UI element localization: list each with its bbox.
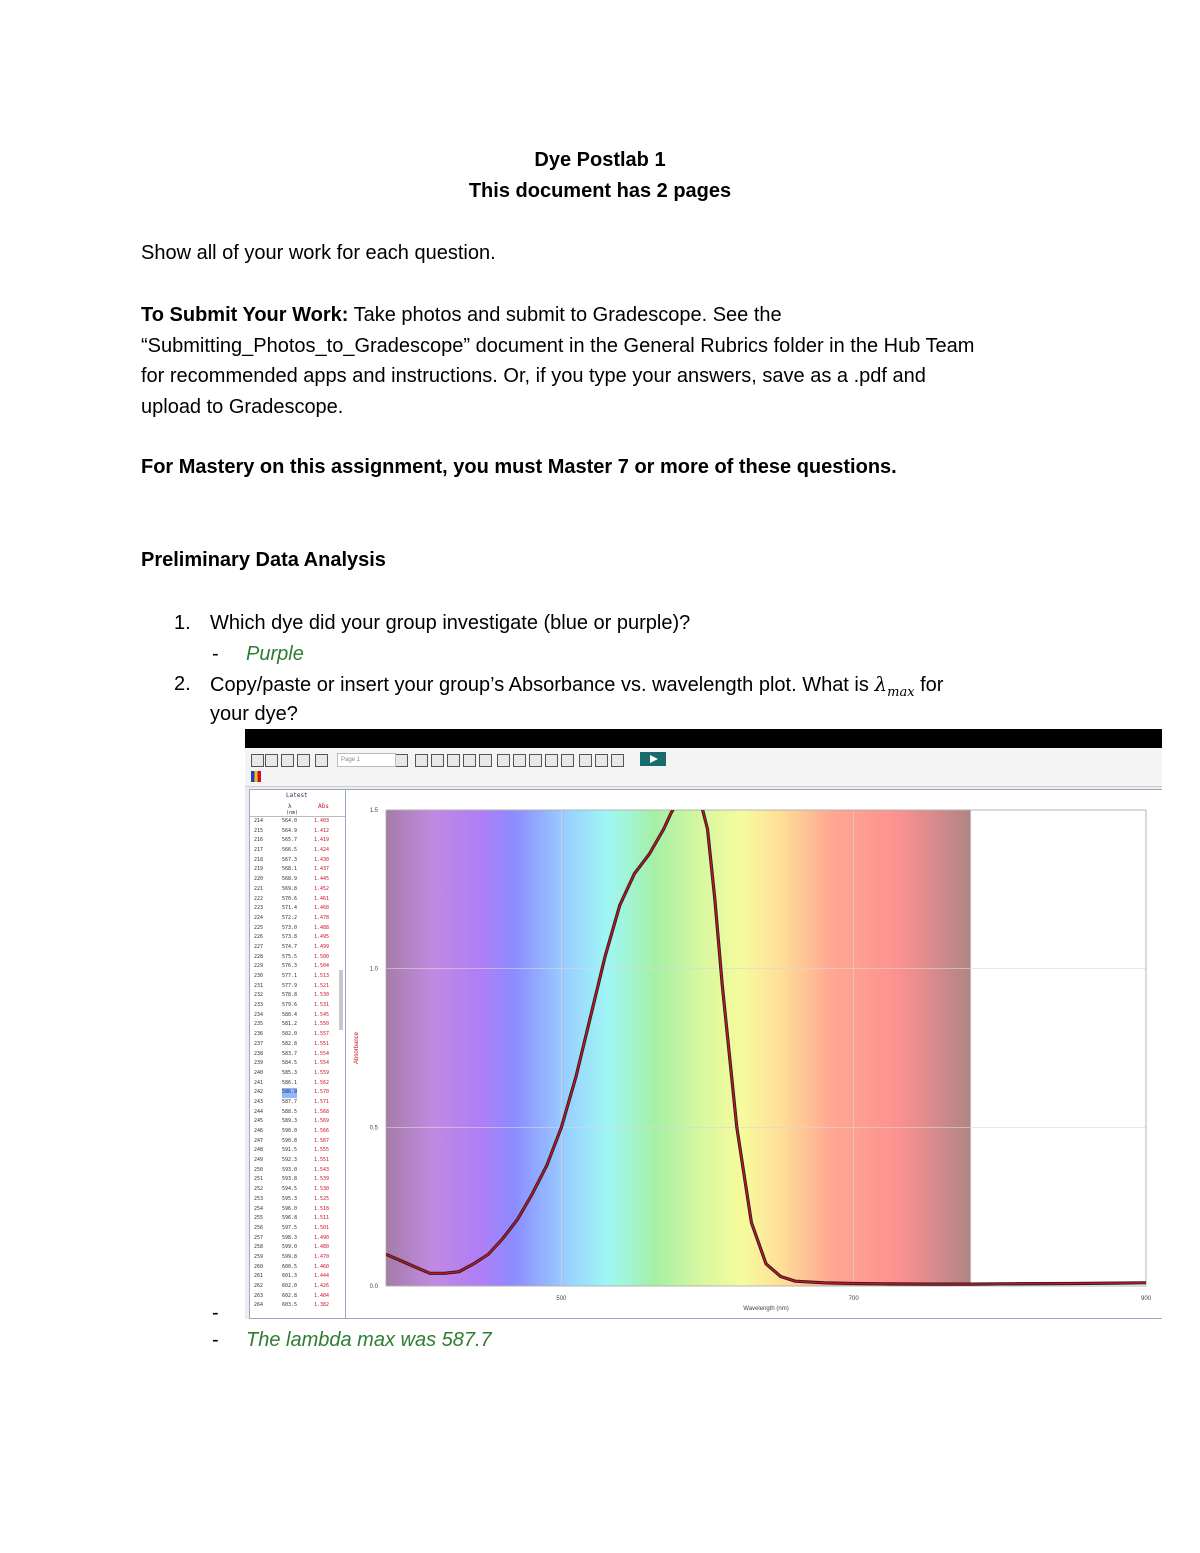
table-row[interactable]: [250, 1166, 346, 1176]
wavelength-cell: 583.7: [282, 1050, 298, 1057]
table-row[interactable]: [250, 914, 346, 924]
y-tick-label: 0.0: [369, 1284, 378, 1290]
table-row[interactable]: [250, 1272, 346, 1282]
wavelength-cell: 593.0: [282, 1166, 298, 1173]
table-row[interactable]: [250, 895, 346, 905]
absorbance-cell: 1.568: [314, 1108, 330, 1115]
table-row[interactable]: [250, 924, 346, 934]
column-unit: (nm): [286, 810, 299, 816]
table-row[interactable]: [250, 1088, 346, 1098]
question-2-text-post: for: [914, 674, 944, 696]
absorbance-cell: 1.569: [314, 1118, 330, 1125]
table-row[interactable]: [250, 904, 346, 914]
table-row[interactable]: [250, 953, 346, 963]
table-row[interactable]: [250, 885, 346, 895]
table-row[interactable]: [250, 1030, 346, 1040]
absorbance-cell: 1.490: [314, 1234, 330, 1241]
table-row[interactable]: [250, 1117, 346, 1127]
row-number: 238: [254, 1050, 264, 1057]
window-title-bar: [245, 729, 1162, 748]
wavelength-cell: 589.3: [282, 1118, 298, 1125]
row-number: 248: [254, 1147, 264, 1154]
print-icon[interactable]: [297, 754, 310, 767]
zoom-out-icon[interactable]: [479, 754, 492, 767]
wavelength-cell: 597.5: [282, 1224, 298, 1231]
wavelength-cell: 579.6: [282, 1002, 298, 1009]
document-title: Dye Postlab 1: [534, 149, 666, 171]
wavelength-cell: 594.5: [282, 1186, 298, 1193]
table-row[interactable]: [250, 1292, 346, 1302]
question-1-number: 1.: [174, 612, 191, 634]
absorbance-cell: 1.543: [314, 1166, 330, 1173]
table-row[interactable]: [250, 1224, 346, 1234]
wavelength-cell: 577.1: [282, 973, 298, 979]
new-file-icon[interactable]: [251, 754, 264, 767]
row-number: 228: [254, 953, 264, 960]
answer-1-dash: -: [212, 643, 219, 665]
forward-arrow-icon[interactable]: [395, 754, 408, 767]
stats-icon[interactable]: [579, 754, 592, 767]
row-number: 240: [254, 1069, 264, 1076]
submit-line-1: Take photos and submit to Gradescope. See the: [348, 304, 782, 326]
absorbance-cell: 1.426: [314, 1283, 330, 1289]
submit-instructions: [141, 300, 1061, 422]
absorbance-cell: 1.480: [314, 1244, 330, 1251]
row-number: 256: [254, 1224, 264, 1231]
wavelength-cell: 599.0: [282, 1244, 298, 1251]
absorbance-cell: 1.554: [314, 1060, 330, 1067]
row-number: 242: [254, 1089, 264, 1096]
absorbance-cell: 1.557: [314, 1031, 330, 1038]
open-folder-icon[interactable]: [265, 754, 278, 767]
absorbance-cell: 1.550: [314, 1021, 330, 1028]
wavelength-cell: 573.8: [282, 934, 298, 941]
row-number: 220: [254, 876, 264, 883]
absorbance-cell: 1.559: [314, 1069, 330, 1076]
wavelength-cell: 586.9: [282, 1088, 297, 1098]
collect-button[interactable]: [640, 752, 666, 766]
wavelength-cell: 570.6: [282, 895, 298, 902]
row-number: 261: [254, 1273, 264, 1280]
row-number: 263: [254, 1292, 264, 1299]
row-number: 251: [254, 1176, 264, 1183]
absorbance-cell: 1.504: [314, 963, 330, 970]
table-row[interactable]: [250, 1137, 346, 1147]
absorbance-cell: 1.530: [314, 1186, 330, 1193]
table-title: Latest: [286, 792, 308, 799]
table-row[interactable]: [250, 982, 346, 992]
table-row[interactable]: [250, 875, 346, 885]
table-row[interactable]: [250, 933, 346, 943]
wavelength-cell: 572.2: [282, 914, 298, 921]
row-number: 222: [254, 895, 264, 902]
wavelength-cell: 574.7: [282, 943, 298, 950]
absorbance-cell: 1.539: [314, 1176, 330, 1183]
row-number: 260: [254, 1263, 264, 1270]
x-tick-label: 500: [556, 1296, 567, 1302]
table-body: [250, 817, 346, 1311]
row-number: 239: [254, 1060, 264, 1067]
mastery-note: For Mastery on this assignment, you must Master 7 or more of these questions.: [141, 456, 897, 478]
wavelength-cell: 602.0: [282, 1283, 298, 1289]
row-number: 249: [254, 1157, 264, 1164]
wavelength-cell: 567.3: [282, 856, 298, 863]
interpolate-icon[interactable]: [529, 754, 542, 767]
wavelength-cell: 588.5: [282, 1108, 298, 1115]
table-row[interactable]: [250, 1263, 346, 1273]
row-number: 223: [254, 905, 264, 912]
row-number: 254: [254, 1205, 264, 1212]
row-number: 252: [254, 1186, 264, 1193]
wavelength-cell: 602.8: [282, 1292, 298, 1299]
row-number: 236: [254, 1031, 264, 1038]
absorbance-cell: 1.567: [314, 1137, 330, 1144]
row-number: 241: [254, 1079, 264, 1086]
wavelength-cell: 598.3: [282, 1234, 298, 1241]
table-row[interactable]: [250, 1040, 346, 1050]
intro-text: Show all of your work for each question.: [141, 242, 496, 264]
spectrum-icon[interactable]: [611, 754, 624, 767]
absorbance-cell: 1.551: [314, 1157, 330, 1164]
absorbance-cell: 1.468: [314, 905, 330, 912]
wavelength-cell: 568.9: [282, 876, 298, 883]
absorbance-cell: 1.403: [314, 818, 330, 824]
document-subtitle: This document has 2 pages: [468, 180, 732, 202]
wavelength-cell: 586.1: [282, 1079, 298, 1086]
linear-fit-icon[interactable]: [545, 754, 558, 767]
table-row[interactable]: [250, 1282, 346, 1292]
table-row[interactable]: [250, 1001, 346, 1011]
absorbance-cell: 1.518: [314, 1205, 330, 1212]
table-row[interactable]: [250, 1234, 346, 1244]
submit-line-2: “Submitting_Photos_to_Gradescope” document in the General Rubrics folder in the Hub Team: [141, 334, 975, 357]
wavelength-cell: 581.2: [282, 1021, 298, 1028]
submit-line-4: upload to Gradescope.: [141, 395, 344, 418]
absorbance-cell: 1.571: [314, 1098, 330, 1105]
row-number: 250: [254, 1166, 264, 1173]
answer-2-dash: -: [212, 1329, 219, 1351]
y-tick-label: 1.0: [369, 966, 378, 973]
absorbance-cell: 1.382: [314, 1302, 330, 1309]
row-number: 237: [254, 1040, 264, 1047]
question-2-text-pre: Copy/paste or insert your group’s Absorbance vs. wavelength plot. What is: [210, 674, 875, 696]
wavelength-cell: 599.8: [282, 1253, 298, 1260]
lambda-symbol: λ: [874, 672, 888, 696]
lab-notebook-icon[interactable]: [431, 754, 444, 767]
table-row[interactable]: [250, 865, 346, 875]
table-row[interactable]: [250, 1175, 346, 1185]
table-row[interactable]: [250, 1069, 346, 1079]
column-header-absorbance: Abs: [318, 803, 329, 810]
lambda-subscript: max: [887, 685, 915, 700]
row-number: 246: [254, 1128, 264, 1134]
zoom-in-icon[interactable]: [463, 754, 476, 767]
row-number: 264: [254, 1302, 264, 1309]
wavelength-cell: 593.8: [282, 1176, 298, 1183]
table-row[interactable]: [250, 1098, 346, 1108]
row-number: 216: [254, 837, 264, 844]
section-heading: Preliminary Data Analysis: [141, 549, 386, 571]
table-row[interactable]: [250, 1205, 346, 1215]
table-header: [250, 790, 346, 817]
absorbance-cell: 1.570: [314, 1089, 330, 1096]
table-row[interactable]: [250, 827, 346, 837]
answer-2-text: The lambda max was 587.7: [246, 1329, 492, 1351]
absorbance-graph: [345, 789, 1162, 1319]
table-row[interactable]: [250, 1253, 346, 1263]
wavelength-cell: 582.8: [282, 1040, 298, 1047]
row-number: 221: [254, 885, 264, 892]
table-row[interactable]: [250, 991, 346, 1001]
wavelength-cell: 600.5: [282, 1263, 298, 1270]
absorbance-cell: 1.531: [314, 1002, 330, 1009]
absorbance-cell: 1.488: [314, 924, 330, 931]
absorbance-cell: 1.555: [314, 1147, 330, 1154]
toolbar: [245, 748, 1162, 787]
save-icon[interactable]: [281, 754, 294, 767]
wavelength-cell: 585.3: [282, 1069, 298, 1076]
answer-2-blank-dash: -: [212, 1302, 219, 1324]
wavelength-cell: 564.0: [282, 818, 298, 824]
absorbance-cell: 1.461: [314, 895, 330, 902]
flag-icon: [251, 771, 261, 782]
wavelength-cell: 569.8: [282, 885, 298, 892]
data-browser-icon[interactable]: [415, 754, 428, 767]
x-tick-label: 900: [1140, 1296, 1152, 1302]
absorbance-cell: 1.501: [314, 1224, 330, 1231]
table-row[interactable]: [250, 1059, 346, 1069]
text-icon[interactable]: [447, 754, 460, 767]
row-number: 243: [254, 1098, 264, 1105]
absorbance-cell: 1.404: [314, 1292, 330, 1299]
integral-icon[interactable]: [595, 754, 608, 767]
table-row[interactable]: [250, 962, 346, 972]
submit-label: To Submit Your Work:: [141, 304, 349, 326]
table-row[interactable]: [250, 1301, 346, 1311]
row-number: 226: [254, 934, 264, 941]
row-number: 258: [254, 1244, 264, 1251]
row-number: 214: [254, 818, 264, 824]
absorbance-cell: 1.470: [314, 1253, 330, 1260]
wavelength-cell: 577.9: [282, 982, 298, 989]
submit-line-3: for recommended apps and instructions. Or, if you type your answers, save as a .pdf and: [141, 365, 926, 387]
question-2-line-2: your dye?: [210, 703, 298, 725]
logger-pro-screenshot: [245, 729, 1162, 1319]
wavelength-cell: 596.8: [282, 1215, 298, 1222]
row-number: 231: [254, 982, 264, 989]
table-row[interactable]: [250, 943, 346, 953]
row-number: 215: [254, 827, 264, 834]
table-row[interactable]: [250, 836, 346, 846]
row-number: 229: [254, 963, 264, 970]
absorbance-cell: 1.499: [314, 943, 330, 950]
row-number: 255: [254, 1215, 264, 1222]
answer-1-text: Purple: [246, 643, 304, 665]
row-number: 244: [254, 1108, 264, 1115]
x-axis-label: Wavelength (nm): [743, 1306, 789, 1312]
y-axis-label: Absorbance: [354, 1031, 360, 1065]
absorbance-cell: 1.554: [314, 1050, 330, 1057]
row-number: 227: [254, 943, 264, 950]
absorbance-cell: 1.444: [314, 1273, 330, 1280]
row-number: 225: [254, 924, 264, 931]
table-row[interactable]: [250, 1146, 346, 1156]
row-number: 257: [254, 1234, 264, 1241]
chart-svg: [346, 790, 1162, 1318]
absorbance-cell: 1.478: [314, 914, 330, 921]
table-row[interactable]: [250, 846, 346, 856]
row-number: 233: [254, 1002, 264, 1009]
data-table: [249, 789, 347, 1319]
absorbance-cell: 1.495: [314, 934, 330, 941]
table-row[interactable]: [250, 1020, 346, 1030]
row-number: 224: [254, 914, 264, 921]
row-number: 230: [254, 973, 264, 979]
wavelength-cell: 592.3: [282, 1157, 298, 1164]
absorbance-cell: 1.445: [314, 876, 330, 883]
question-1-text: Which dye did your group investigate (blue or purple)?: [210, 612, 691, 634]
wavelength-cell: 573.0: [282, 924, 298, 931]
wavelength-cell: 591.5: [282, 1147, 298, 1154]
y-tick-label: 0.5: [369, 1125, 378, 1132]
table-row[interactable]: [250, 1127, 346, 1137]
examine-icon[interactable]: [497, 754, 510, 767]
wavelength-cell: 601.3: [282, 1273, 298, 1280]
table-row[interactable]: [250, 1050, 346, 1060]
wavelength-cell: 564.9: [282, 827, 298, 834]
table-row[interactable]: [250, 1195, 346, 1205]
tangent-icon[interactable]: [513, 754, 526, 767]
wavelength-cell: 596.0: [282, 1205, 298, 1212]
row-number: 217: [254, 847, 264, 854]
absorbance-cell: 1.452: [314, 885, 330, 892]
absorbance-cell: 1.500: [314, 953, 330, 960]
absorbance-cell: 1.521: [314, 982, 330, 989]
wavelength-cell: 566.5: [282, 847, 298, 854]
wavelength-cell: 571.4: [282, 905, 298, 912]
wavelength-cell: 575.5: [282, 953, 298, 960]
table-scrollbar[interactable]: [339, 970, 343, 1030]
wavelength-cell: 603.5: [282, 1302, 298, 1309]
question-2-number: 2.: [174, 673, 191, 695]
row-number: 259: [254, 1253, 264, 1260]
wavelength-cell: 590.8: [282, 1137, 298, 1144]
row-number: 219: [254, 866, 264, 873]
absorbance-cell: 1.513: [314, 973, 330, 979]
wavelength-cell: 595.3: [282, 1195, 298, 1202]
absorbance-cell: 1.525: [314, 1195, 330, 1202]
table-row[interactable]: [250, 1243, 346, 1253]
absorbance-cell: 1.562: [314, 1079, 330, 1086]
table-row[interactable]: [250, 1214, 346, 1224]
wavelength-cell: 576.3: [282, 963, 298, 970]
absorbance-cell: 1.551: [314, 1040, 330, 1047]
absorbance-cell: 1.566: [314, 1128, 330, 1134]
table-row[interactable]: [250, 1185, 346, 1195]
x-tick-label: 700: [848, 1296, 859, 1302]
back-arrow-icon[interactable]: [315, 754, 328, 767]
absorbance-cell: 1.530: [314, 992, 330, 999]
curve-fit-icon[interactable]: [561, 754, 574, 767]
absorbance-cell: 1.460: [314, 1263, 330, 1270]
page-selector[interactable]: Page 1: [337, 753, 396, 767]
row-number: 218: [254, 856, 264, 863]
wavelength-cell: 590.0: [282, 1128, 298, 1134]
spectrum-band: [386, 810, 971, 1286]
absorbance-cell: 1.430: [314, 856, 330, 863]
table-row[interactable]: [250, 1156, 346, 1166]
wavelength-cell: 565.7: [282, 837, 298, 844]
table-row[interactable]: [250, 1108, 346, 1118]
row-number: 253: [254, 1195, 264, 1202]
table-row[interactable]: [250, 856, 346, 866]
row-number: 245: [254, 1118, 264, 1125]
wavelength-cell: 578.8: [282, 992, 298, 999]
absorbance-cell: 1.424: [314, 847, 330, 854]
row-number: 262: [254, 1283, 264, 1289]
absorbance-cell: 1.545: [314, 1011, 330, 1018]
y-tick-label: 1.5: [369, 808, 378, 814]
wavelength-cell: 580.4: [282, 1011, 298, 1018]
absorbance-cell: 1.412: [314, 827, 330, 834]
wavelength-cell: 584.5: [282, 1060, 298, 1067]
column-header-wavelength: λ: [288, 803, 292, 810]
absorbance-cell: 1.511: [314, 1215, 330, 1222]
table-row[interactable]: [250, 817, 346, 827]
row-number: 232: [254, 992, 264, 999]
wavelength-cell: 568.1: [282, 866, 298, 873]
wavelength-cell: 587.7: [282, 1098, 298, 1105]
row-number: 235: [254, 1021, 264, 1028]
absorbance-cell: 1.437: [314, 866, 330, 873]
table-row[interactable]: [250, 1011, 346, 1021]
question-2-line-1: [210, 669, 943, 708]
wavelength-cell: 582.0: [282, 1031, 298, 1038]
absorbance-cell: 1.419: [314, 837, 330, 844]
row-number: 234: [254, 1011, 264, 1018]
row-number: 247: [254, 1137, 264, 1144]
table-row[interactable]: [250, 972, 346, 982]
table-row[interactable]: [250, 1079, 346, 1089]
